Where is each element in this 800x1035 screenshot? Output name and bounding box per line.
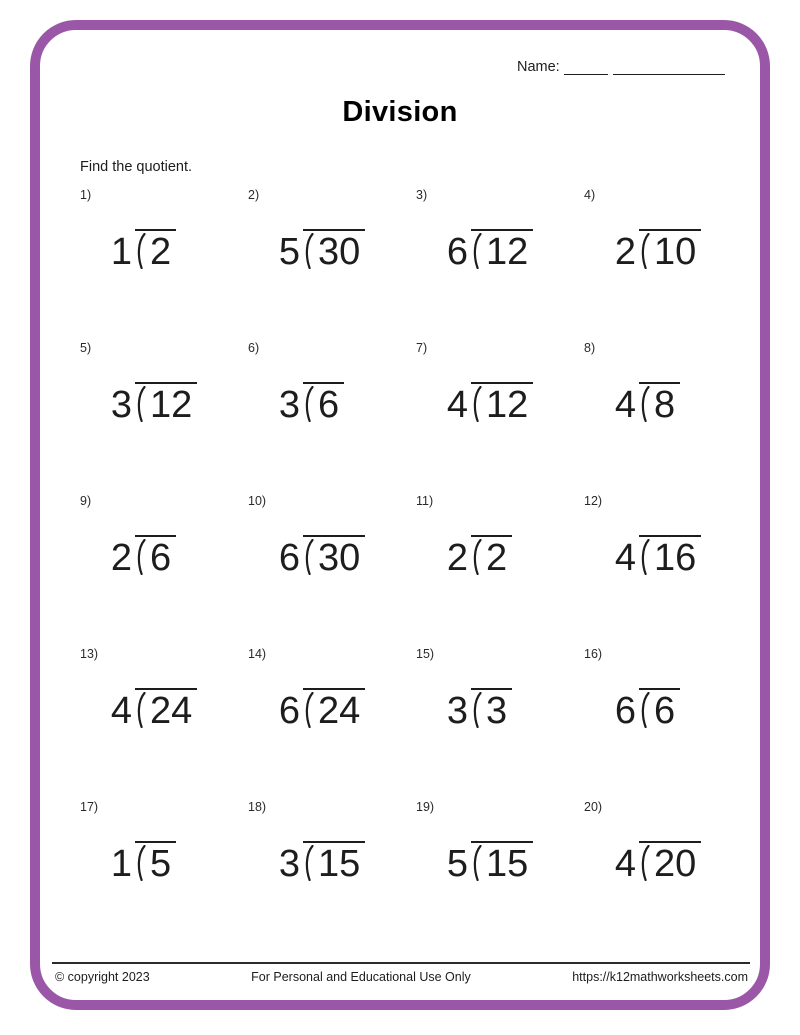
divisor: 3 — [278, 843, 300, 885]
problem-cell — [414, 492, 582, 645]
long-division-bracket — [471, 688, 512, 730]
problem-number: 11) — [416, 494, 434, 508]
divisor: 3 — [110, 384, 132, 426]
instruction-text: Find the quotient. — [80, 159, 193, 175]
divisor: 1 — [110, 231, 132, 273]
dividend: 30 — [318, 231, 361, 273]
footer-copyright: © copyright 2023 — [55, 970, 150, 984]
division-expression — [444, 688, 512, 730]
division-expression — [612, 229, 701, 271]
problem-number: 15) — [416, 647, 435, 661]
dividend: 12 — [486, 231, 529, 273]
dividend: 8 — [654, 384, 676, 426]
dividend: 30 — [318, 537, 361, 579]
division-bracket-curve-icon — [135, 539, 147, 575]
division-expression — [276, 382, 344, 424]
problem-number: 13) — [80, 647, 99, 661]
divisor: 4 — [446, 384, 468, 426]
division-bracket-curve-icon — [639, 233, 651, 269]
division-expression — [276, 229, 365, 271]
problem-cell — [78, 645, 246, 798]
long-division-bracket — [303, 688, 365, 730]
problem-number: 9) — [80, 494, 92, 508]
dividend: 12 — [150, 384, 193, 426]
long-division-bracket — [471, 229, 533, 271]
problem-cell — [246, 339, 414, 492]
division-expression — [276, 535, 365, 577]
division-bracket-curve-icon — [135, 233, 147, 269]
dividend: 15 — [318, 843, 361, 885]
division-bracket-curve-icon — [471, 539, 483, 575]
problem-cell — [78, 186, 246, 339]
division-expression — [444, 382, 533, 424]
problem-cell — [414, 186, 582, 339]
long-division-bracket — [303, 841, 365, 883]
problems-grid — [78, 186, 750, 951]
long-division-bracket — [135, 229, 176, 271]
problem-number: 2) — [248, 188, 260, 202]
long-division-bracket — [639, 841, 701, 883]
divisor: 3 — [278, 384, 300, 426]
division-expression — [612, 535, 701, 577]
divisor: 5 — [446, 843, 468, 885]
divisor: 4 — [614, 537, 636, 579]
division-bracket-curve-icon — [303, 386, 315, 422]
problem-cell — [582, 798, 750, 951]
dividend: 6 — [654, 690, 676, 732]
footer — [55, 970, 748, 984]
problem-number: 1) — [80, 188, 92, 202]
division-bracket-curve-icon — [135, 692, 147, 728]
long-division-bracket — [303, 535, 365, 577]
divisor: 4 — [614, 843, 636, 885]
problem-cell — [582, 645, 750, 798]
problem-cell — [414, 645, 582, 798]
problem-cell — [246, 798, 414, 951]
long-division-bracket — [303, 229, 365, 271]
long-division-bracket — [135, 535, 176, 577]
division-expression — [612, 841, 701, 883]
long-division-bracket — [471, 841, 533, 883]
problem-number: 8) — [584, 341, 596, 355]
problem-cell — [414, 798, 582, 951]
long-division-bracket — [135, 688, 197, 730]
dividend: 24 — [318, 690, 361, 732]
division-bracket-curve-icon — [639, 386, 651, 422]
division-expression — [444, 535, 512, 577]
division-expression — [108, 382, 197, 424]
division-expression — [108, 535, 176, 577]
problem-cell — [78, 798, 246, 951]
long-division-bracket — [639, 688, 680, 730]
division-bracket-curve-icon — [135, 386, 147, 422]
dividend: 24 — [150, 690, 193, 732]
dividend: 2 — [486, 537, 508, 579]
division-bracket-curve-icon — [303, 539, 315, 575]
dividend: 15 — [486, 843, 529, 885]
division-bracket-curve-icon — [303, 845, 315, 881]
divisor: 2 — [110, 537, 132, 579]
long-division-bracket — [135, 841, 176, 883]
problem-cell — [246, 186, 414, 339]
division-bracket-curve-icon — [471, 386, 483, 422]
division-expression — [612, 382, 680, 424]
problem-number: 14) — [248, 647, 267, 661]
dividend: 5 — [150, 843, 172, 885]
dividend: 6 — [150, 537, 172, 579]
division-bracket-curve-icon — [639, 692, 651, 728]
name-blank-line — [613, 59, 725, 75]
divisor: 5 — [278, 231, 300, 273]
dividend: 2 — [150, 231, 172, 273]
dividend: 12 — [486, 384, 529, 426]
divisor: 2 — [614, 231, 636, 273]
division-bracket-curve-icon — [303, 233, 315, 269]
problem-number: 19) — [416, 800, 435, 814]
dividend: 3 — [486, 690, 508, 732]
division-expression — [276, 688, 365, 730]
problem-number: 7) — [416, 341, 428, 355]
division-expression — [444, 229, 533, 271]
long-division-bracket — [639, 535, 701, 577]
divisor: 6 — [278, 537, 300, 579]
worksheet-title: Division — [342, 96, 458, 128]
name-blank-line — [564, 59, 608, 75]
division-expression — [612, 688, 680, 730]
footer-divider — [52, 962, 750, 964]
divisor: 4 — [110, 690, 132, 732]
division-bracket-curve-icon — [639, 845, 651, 881]
long-division-bracket — [639, 382, 680, 424]
problem-number: 3) — [416, 188, 428, 202]
problem-cell — [246, 645, 414, 798]
long-division-bracket — [471, 535, 512, 577]
division-bracket-curve-icon — [471, 233, 483, 269]
dividend: 6 — [318, 384, 340, 426]
problem-number: 18) — [248, 800, 267, 814]
footer-url: https://k12mathworksheets.com — [572, 970, 748, 984]
division-expression — [276, 841, 365, 883]
divisor: 6 — [278, 690, 300, 732]
problem-number: 4) — [584, 188, 596, 202]
division-expression — [444, 841, 533, 883]
divisor: 1 — [110, 843, 132, 885]
problem-number: 6) — [248, 341, 260, 355]
problem-cell — [78, 339, 246, 492]
divisor: 3 — [446, 690, 468, 732]
division-expression — [108, 688, 197, 730]
dividend: 10 — [654, 231, 697, 273]
divisor: 6 — [446, 231, 468, 273]
name-row — [517, 59, 725, 75]
name-label: Name: — [517, 59, 560, 75]
problem-cell — [414, 339, 582, 492]
long-division-bracket — [471, 382, 533, 424]
long-division-bracket — [303, 382, 344, 424]
problem-cell — [582, 186, 750, 339]
division-bracket-curve-icon — [135, 845, 147, 881]
divisor: 6 — [614, 690, 636, 732]
division-bracket-curve-icon — [471, 845, 483, 881]
problem-number: 10) — [248, 494, 267, 508]
division-expression — [108, 841, 176, 883]
division-bracket-curve-icon — [303, 692, 315, 728]
dividend: 16 — [654, 537, 697, 579]
divisor: 4 — [614, 384, 636, 426]
problem-cell — [246, 492, 414, 645]
footer-usage: For Personal and Educational Use Only — [251, 970, 471, 984]
division-expression — [108, 229, 176, 271]
division-bracket-curve-icon — [471, 692, 483, 728]
problem-number: 17) — [80, 800, 99, 814]
problem-number: 20) — [584, 800, 603, 814]
problem-number: 16) — [584, 647, 603, 661]
long-division-bracket — [135, 382, 197, 424]
problem-cell — [78, 492, 246, 645]
problem-number: 5) — [80, 341, 92, 355]
dividend: 20 — [654, 843, 697, 885]
division-bracket-curve-icon — [639, 539, 651, 575]
long-division-bracket — [639, 229, 701, 271]
divisor: 2 — [446, 537, 468, 579]
problem-cell — [582, 339, 750, 492]
problem-cell — [582, 492, 750, 645]
problem-number: 12) — [584, 494, 603, 508]
